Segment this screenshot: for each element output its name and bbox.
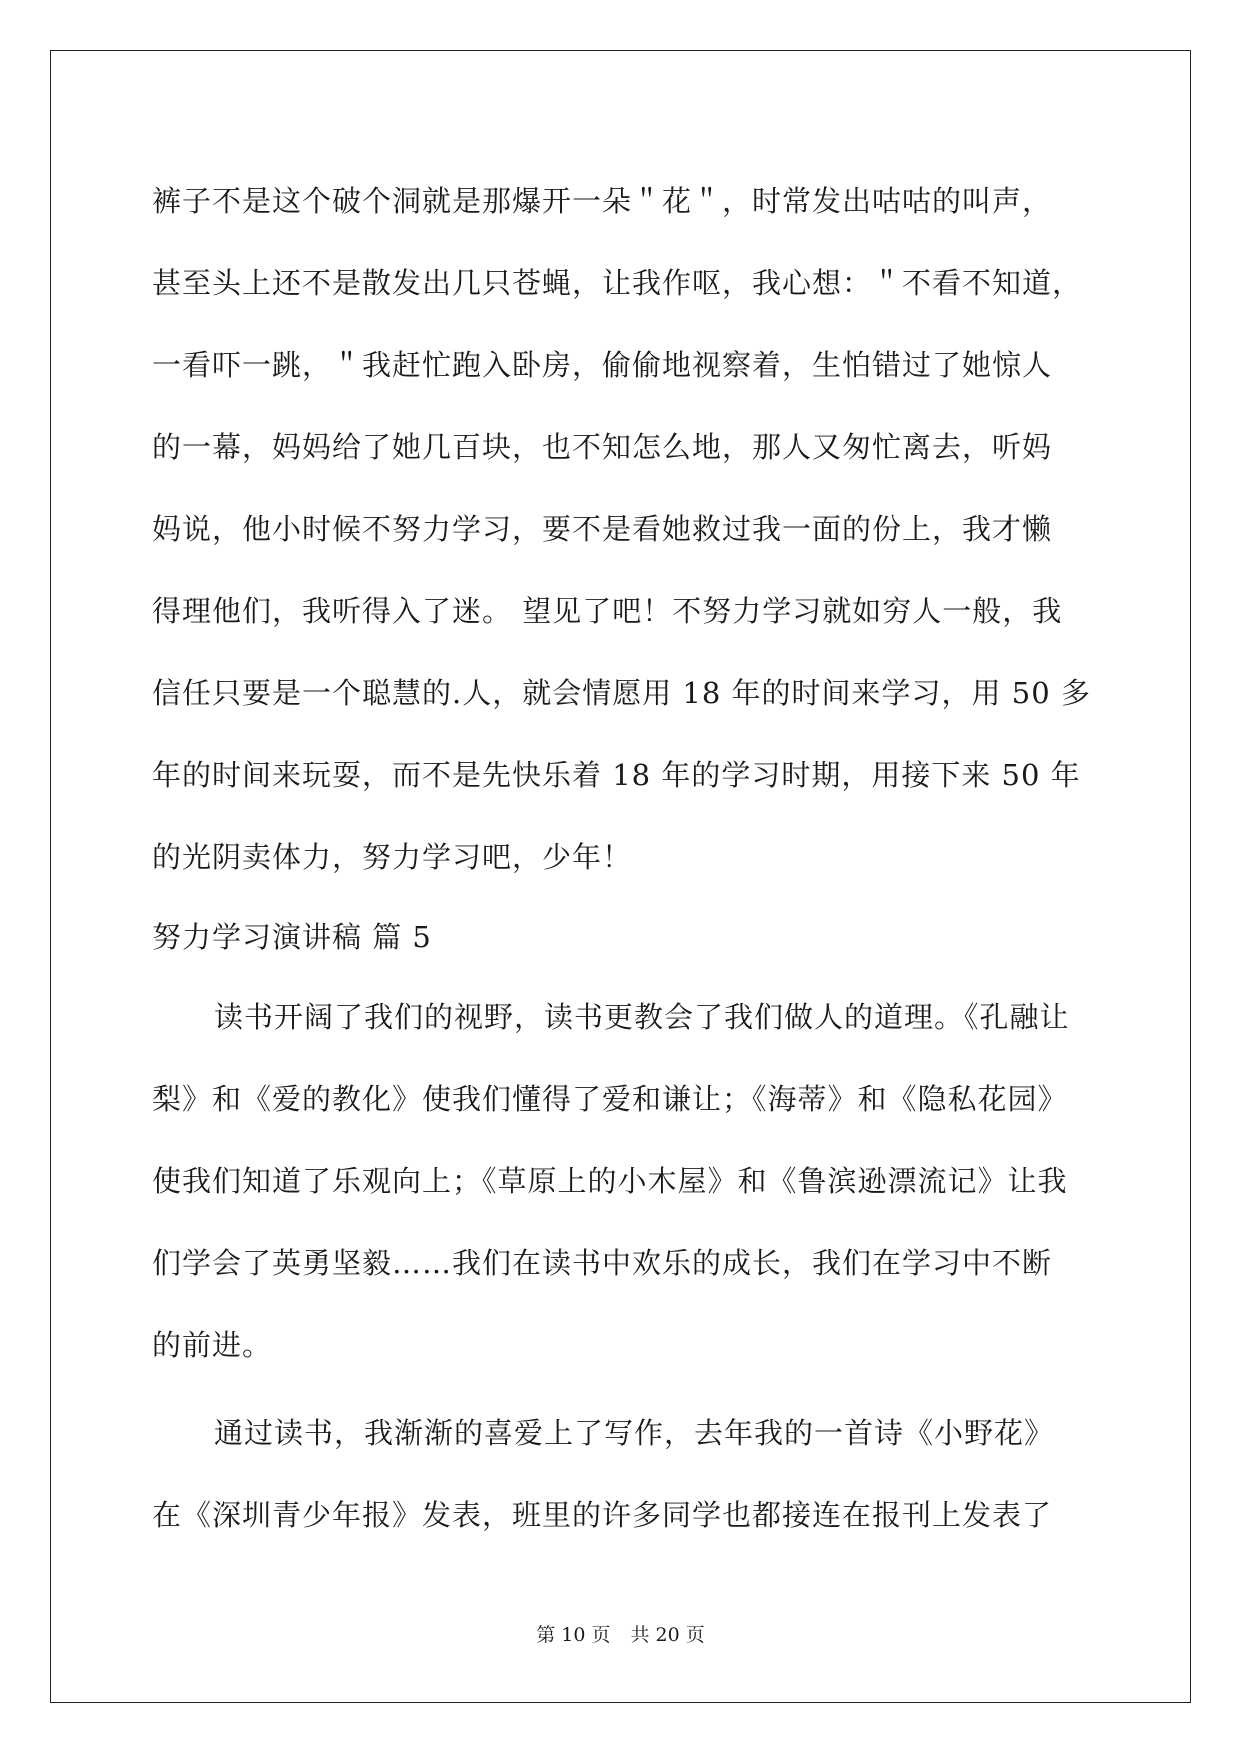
text-line: 裤子不是这个破个洞就是那爆开一朵＂花＂，时常发出咕咕的叫声， <box>152 184 1053 218</box>
section-heading: 努力学习演讲稿 篇 5 <box>152 920 432 954</box>
page-number-total: 共 20 页 <box>630 1624 705 1646</box>
text-line: 妈说，他小时候不努力学习，要不是看她救过我一面的份上，我才懒 <box>152 512 1053 546</box>
paragraph-first-line: 读书开阔了我们的视野，读书更教会了我们做人的道理。《孔融让 <box>214 1000 1070 1034</box>
text-line: 甚至头上还不是散发出几只苍蝇，让我作呕，我心想：＂不看不知道， <box>152 266 1083 300</box>
page-footer <box>0 1620 1241 1647</box>
text-line: 年的时间来玩耍，而不是先快乐着 18 年的学习时期，用接下来 50 年 <box>152 758 1081 792</box>
text-line: 的前进。 <box>152 1328 273 1362</box>
document-body <box>152 160 1112 1556</box>
text-line: 梨》和《爱的教化》使我们懂得了爱和谦让；《海蒂》和《隐私花园》 <box>152 1082 1068 1116</box>
text-line: 们学会了英勇坚毅……我们在读书中欢乐的成长，我们在学习中不断 <box>152 1246 1053 1280</box>
text-line: 的一幕，妈妈给了她几百块，也不知怎么地，那人又匆忙离去，听妈 <box>152 430 1053 464</box>
text-line: 在《深圳青少年报》发表，班里的许多同学也都接连在报刊上发表了 <box>152 1498 1053 1532</box>
text-line: 的光阴卖体力，努力学习吧，少年！ <box>152 840 633 874</box>
text-line: 一看吓一跳，＂我赶忙跑入卧房，偷偷地视察着，生怕错过了她惊人 <box>152 348 1053 382</box>
text-line: 得理他们，我听得入了迷。 望见了吧！不努力学习就如穷人一般，我 <box>152 594 1063 628</box>
text-line: 使我们知道了乐观向上；《草原上的小木屋》和《鲁滨逊漂流记》让我 <box>152 1164 1068 1198</box>
page-number-current: 第 10 页 <box>536 1624 611 1646</box>
paragraph-first-line: 通过读书，我渐渐的喜爱上了写作，去年我的一首诗《小野花》 <box>214 1416 1055 1450</box>
text-line: 信任只要是一个聪慧的.人，就会情愿用 18 年的时间来学习，用 50 多 <box>152 676 1091 710</box>
